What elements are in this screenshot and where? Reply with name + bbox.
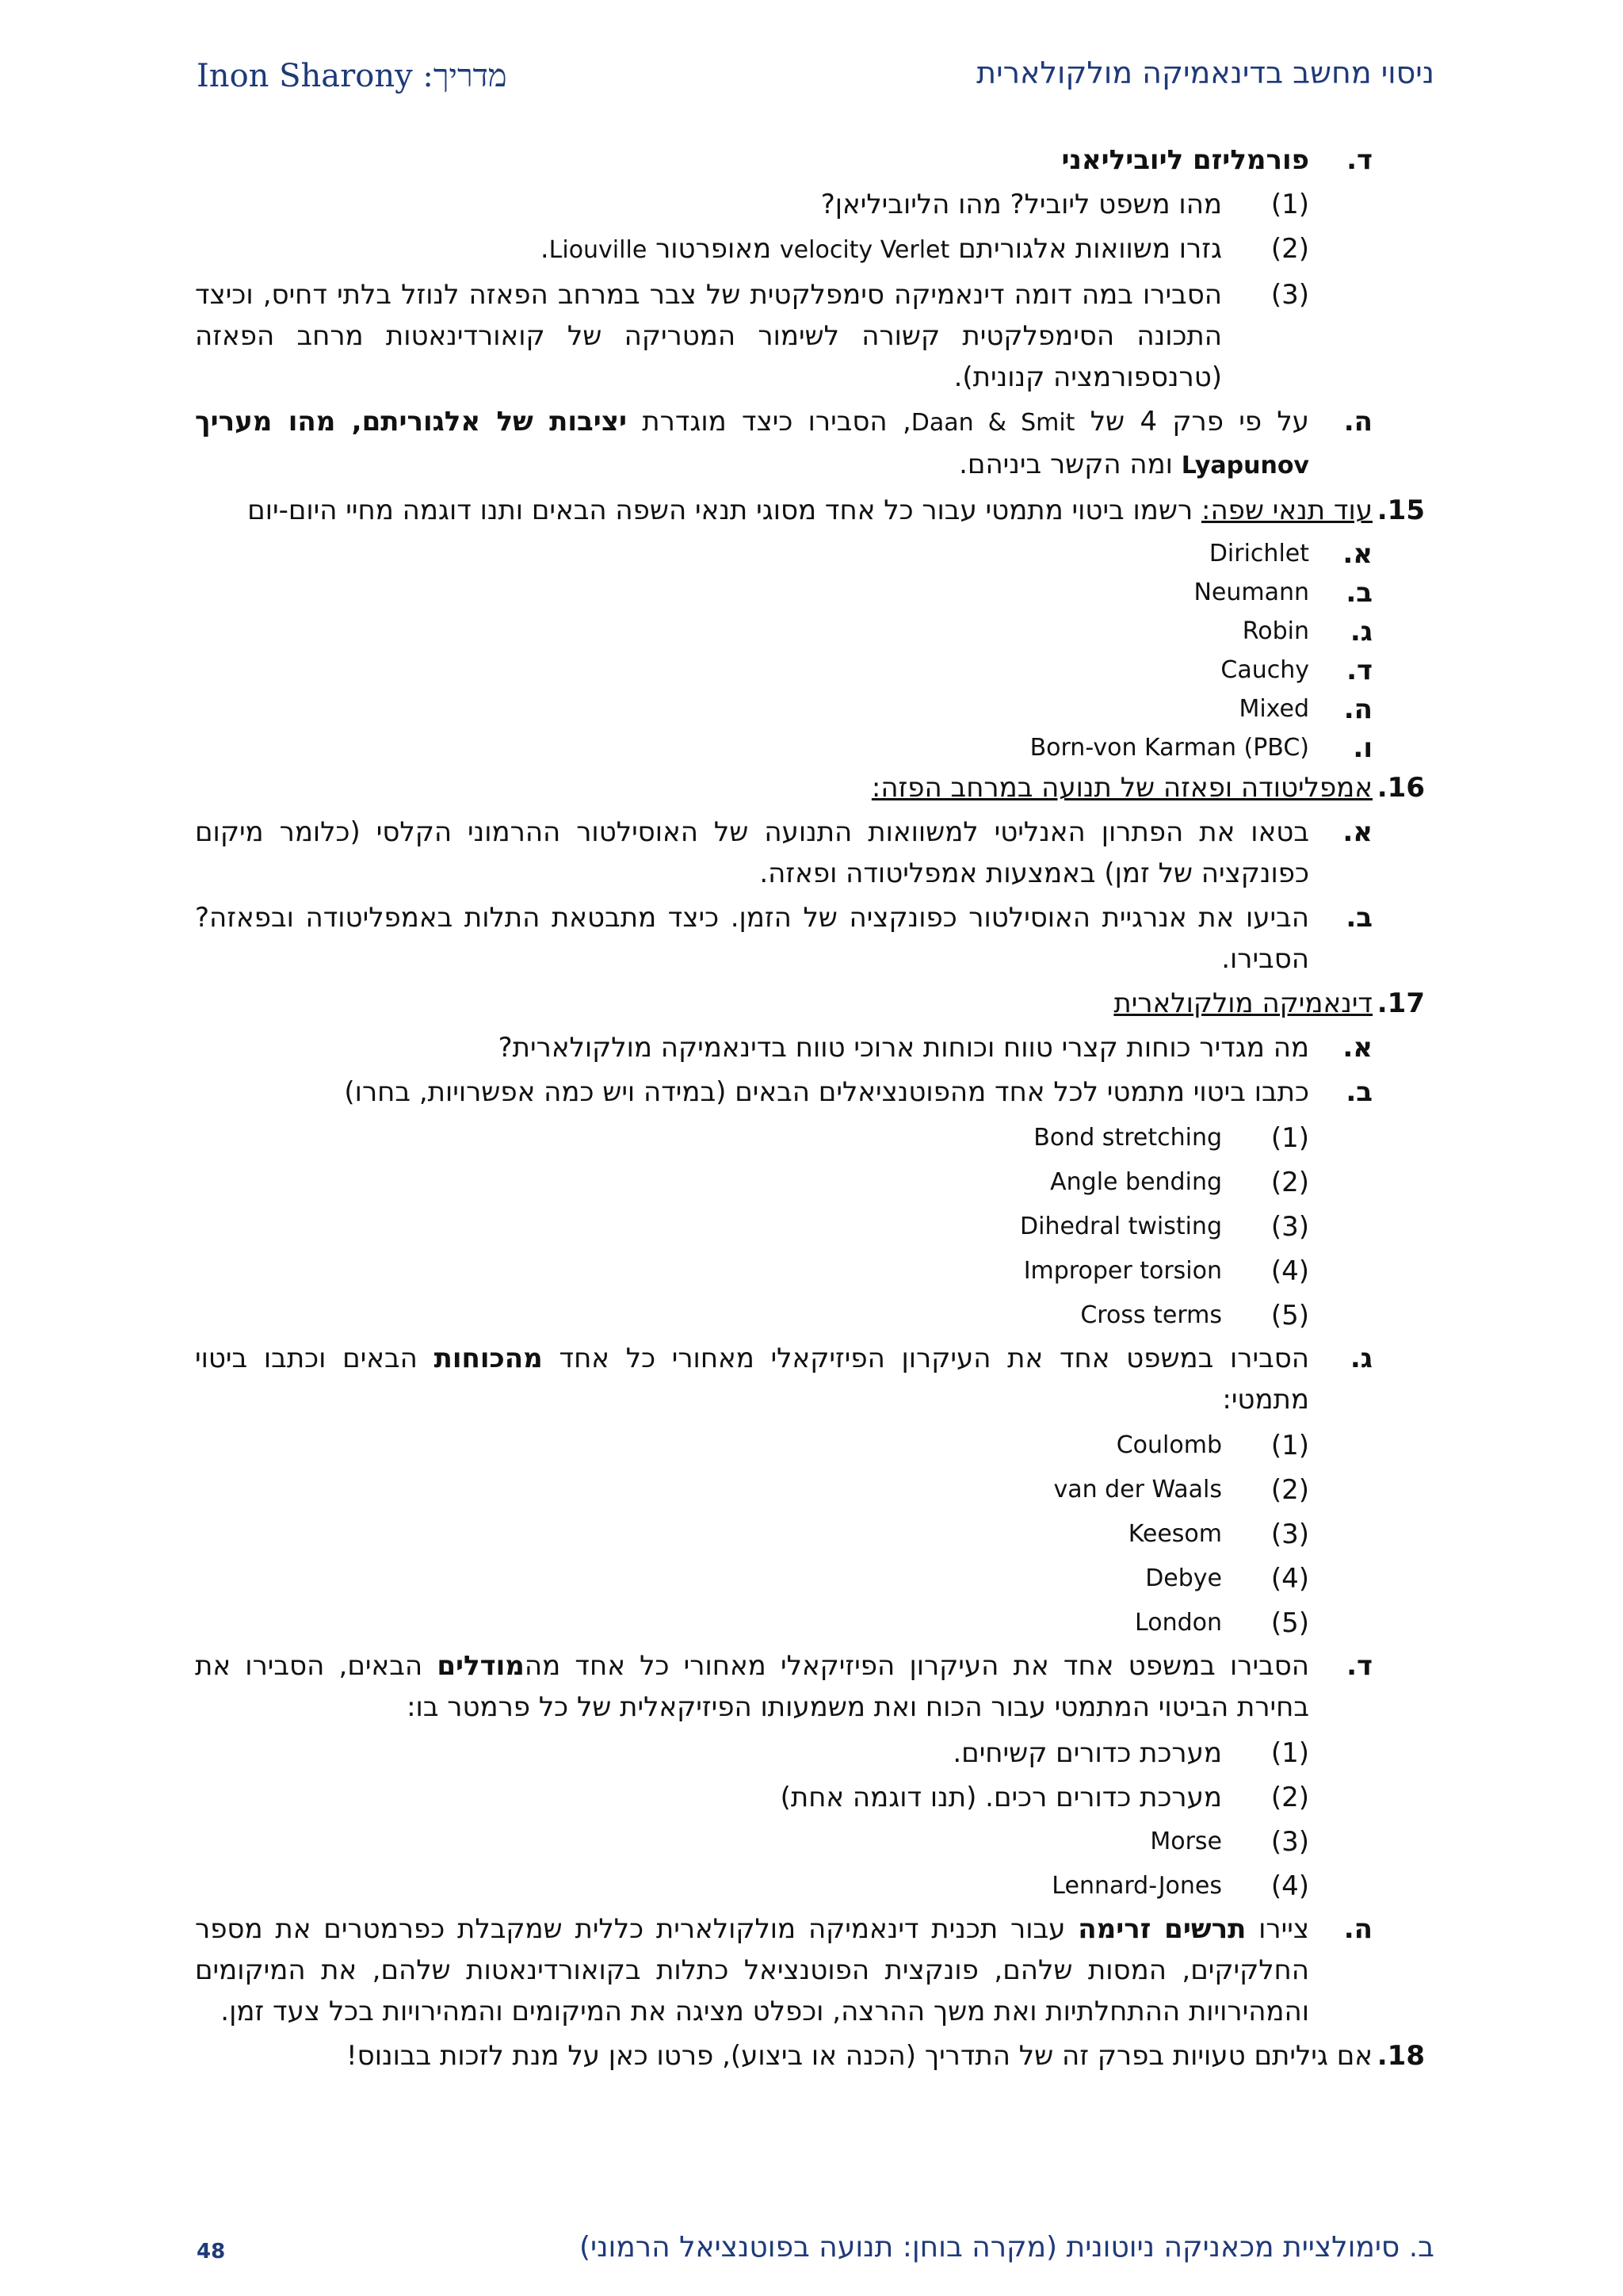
- question-15: [195, 490, 1425, 531]
- item-marker: א.: [1342, 816, 1373, 848]
- item-marker: (4): [1270, 1870, 1309, 1902]
- section-d-heading: [195, 139, 1425, 181]
- force-label: Coulomb: [1116, 1431, 1222, 1459]
- option-label: Born-von Karman (PBC): [1029, 733, 1309, 762]
- question-title: דינאמיקה מולקולארית: [1113, 988, 1373, 1019]
- question-18: [195, 2035, 1425, 2076]
- item-marker: (4): [1270, 1255, 1309, 1287]
- item-marker: ב.: [1346, 576, 1373, 609]
- bold-phrase: מהכוחות: [433, 1343, 543, 1374]
- item-marker: (1): [1270, 1122, 1309, 1154]
- item-marker: (1): [1270, 1430, 1309, 1461]
- text-part: , הסבירו כיצד מוגדרת: [642, 406, 911, 437]
- question-text: אם גיליתם טעויות בפרק זה של התדריך (הכנה או ביצוע), פרטו כאן על מנת לזכות בבונוס!: [346, 2040, 1373, 2072]
- potential-label: Dihedral twisting: [1020, 1213, 1222, 1240]
- question-text: הביעו את אנרגיית האוסילטור כפונקציה של הזמן. כיצד מתבטאת התלות באמפליטודה ובפאזה? הסבירו.: [195, 902, 1309, 975]
- item-marker: א.: [1342, 1032, 1373, 1064]
- page-number: 48: [197, 2240, 226, 2264]
- force-item: [195, 1557, 1425, 1601]
- section-d-question-2: [195, 228, 1425, 271]
- item-marker: (1): [1270, 189, 1309, 220]
- bold-phrase: תרשים זרימה: [1078, 1913, 1247, 1945]
- option-label: Neumann: [1193, 578, 1309, 606]
- question-title: אמפליטודה ופאזה של תנועה במרחב הפזה:: [871, 772, 1373, 804]
- section-title: פורמליזם ליוביליאני: [1061, 144, 1309, 176]
- item-marker: א.: [1342, 537, 1373, 570]
- item-marker: (5): [1270, 1607, 1309, 1639]
- running-footer-chapter: ב. סימולציית מכאניקה ניוטונית (מקרה בוחן: תנועה בפוטנציאל הרמוני): [579, 2231, 1434, 2264]
- item-marker: ד.: [1346, 654, 1373, 686]
- item-marker: (3): [1270, 1211, 1309, 1243]
- item-marker: (5): [1270, 1300, 1309, 1331]
- question-title: עוד תנאי שפה:: [1201, 495, 1373, 526]
- item-marker: (3): [1270, 1826, 1309, 1858]
- question-16: [195, 767, 1425, 808]
- item-marker: (3): [1270, 1519, 1309, 1550]
- question-text: [195, 1645, 1309, 1728]
- item-marker: ד.: [1346, 1650, 1373, 1682]
- boundary-option: [195, 651, 1425, 690]
- section-d-question-3: [195, 274, 1425, 398]
- item-marker: ו.: [1353, 732, 1373, 764]
- force-item: [195, 1423, 1425, 1468]
- potential-item: [195, 1116, 1425, 1160]
- text-part: הבאים וכתבו ביטוי מתמטי:: [195, 1343, 1309, 1415]
- item-marker: (4): [1270, 1563, 1309, 1595]
- text-part: על פי פרק 4 של: [1090, 406, 1309, 437]
- potential-item: [195, 1160, 1425, 1205]
- text-part: עבור תכנית דינאמיקה מולקולארית כללית שמקבלת כפרמטרים את מספר החלקיקים, המסות שלהם, פונקצית הפוטנציאל כתלות בקואורדינאטות שלהם, את המיקומים והמהירויות ההתחלתיות ואת משך ההרצה, וכפלט מציגה את המיקומים והמהירויות בכל צעד זמן.: [195, 1913, 1309, 2027]
- option-label: Dirichlet: [1209, 539, 1309, 567]
- text-part: הסבירו במשפט אחד את העיקרון הפיזיקאלי מאחורי כל אחד מה: [524, 1650, 1310, 1682]
- question-text: מהו משפט ליוביל? מהו הליוביליאן?: [820, 189, 1222, 220]
- item-marker: ב.: [1346, 1076, 1373, 1108]
- item-marker: (2): [1270, 1474, 1309, 1506]
- force-item: [195, 1601, 1425, 1645]
- potential-item: [195, 1205, 1425, 1249]
- term-daan-smit: Daan & Smit: [911, 409, 1075, 437]
- item-marker: ג.: [1350, 1343, 1373, 1374]
- model-label: Morse: [1150, 1828, 1222, 1855]
- text-part: מאופרטור: [655, 233, 772, 265]
- question-16-b: [195, 897, 1425, 980]
- item-marker: ה.: [1343, 1913, 1373, 1945]
- question-text: [195, 490, 1373, 531]
- term-lyapunov: Lyapunov: [1181, 452, 1309, 479]
- option-label: Robin: [1242, 617, 1309, 645]
- force-label: London: [1135, 1609, 1222, 1637]
- model-label: מערכת כדורים רכים. (תנו דוגמה אחת): [780, 1782, 1222, 1813]
- item-marker: (3): [1270, 279, 1309, 311]
- running-header-title: ניסוי מחשב בדינאמיקה מולקולארית: [976, 55, 1434, 90]
- boundary-option: [195, 612, 1425, 651]
- potential-label: Bond stretching: [1033, 1124, 1222, 1152]
- item-marker: ה.: [1343, 406, 1373, 437]
- question-17: [195, 983, 1425, 1024]
- question-17-c: [195, 1338, 1425, 1420]
- instructor-name: Inon Sharony: [197, 58, 413, 94]
- force-label: Debye: [1145, 1564, 1222, 1592]
- question-17-b: [195, 1072, 1425, 1113]
- model-item: [195, 1864, 1425, 1908]
- model-label: מערכת כדורים קשיחים.: [953, 1737, 1222, 1769]
- item-marker: (2): [1270, 233, 1309, 265]
- potential-label: Angle bending: [1050, 1168, 1222, 1196]
- model-item: [195, 1775, 1425, 1820]
- potential-label: Improper torsion: [1023, 1257, 1222, 1285]
- running-header-instructor: [197, 57, 507, 94]
- question-text: מה מגדיר כוחות קצרי טווח וכוחות ארוכי טווח בדינאמיקה מולקולארית?: [498, 1032, 1309, 1064]
- text-part: ציירו: [1258, 1913, 1309, 1945]
- question-text: בטאו את הפתרון האנליטי למשוואות התנועה של האוסילטור ההרמוני הקלסי (כלומר מיקום כפונקציה של זמן) באמצעות אמפליטודה ופאזה.: [195, 816, 1309, 889]
- item-marker: ד.: [1346, 144, 1373, 176]
- question-text: [195, 401, 1309, 487]
- question-text: [195, 1338, 1309, 1420]
- page-content: [195, 139, 1425, 2080]
- bold-phrase: מודלים: [437, 1650, 525, 1682]
- bold-phrase: יציבות של אלגוריתם, מהו מעריך: [195, 406, 627, 437]
- question-number: 15.: [1377, 495, 1425, 526]
- term-liouville: Liouville: [548, 236, 647, 264]
- model-item: [195, 1731, 1425, 1775]
- question-number: 16.: [1377, 772, 1425, 804]
- question-text: [195, 983, 1373, 1024]
- item-marker: (2): [1270, 1167, 1309, 1198]
- boundary-option: [195, 534, 1425, 573]
- text-part: הסבירו במשפט אחד את העיקרון הפיזיקאלי מאחורי כל אחד: [559, 1343, 1310, 1374]
- section-h: [195, 401, 1425, 487]
- force-item: [195, 1512, 1425, 1557]
- text-part: גזרו משוואות אלגוריתם: [958, 233, 1222, 265]
- item-marker: ב.: [1346, 902, 1373, 934]
- boundary-option: [195, 728, 1425, 767]
- text-part: הבאים, הסבירו את בחירת הביטוי המתמטי עבור הכוח ואת משמעותו הפיזיקאלית של כל פרמטר בו:: [195, 1650, 1309, 1723]
- force-label: Keesom: [1128, 1520, 1222, 1548]
- question-text: [195, 1908, 1309, 2032]
- item-marker: ג.: [1350, 615, 1373, 648]
- section-d-question-1: [195, 184, 1425, 225]
- question-number: 17.: [1377, 988, 1425, 1019]
- potential-item: [195, 1249, 1425, 1293]
- question-number: 18.: [1377, 2040, 1425, 2072]
- text-part: .: [540, 233, 549, 265]
- item-marker: (2): [1270, 1782, 1309, 1813]
- question-text: [195, 228, 1222, 271]
- instructor-label: מדריך:: [422, 58, 507, 94]
- item-marker: (1): [1270, 1737, 1309, 1769]
- text-part: רשמו ביטוי מתמטי עבור כל אחד מסוגי תנאי השפה הבאים ותנו דוגמה מחיי היום-יום: [247, 495, 1193, 526]
- item-marker: ה.: [1343, 693, 1373, 725]
- model-item: [195, 1820, 1425, 1864]
- question-text: כתבו ביטוי מתמטי לכל אחד מהפוטנציאלים הבאים (במידה ויש כמה אפשרויות, בחרו): [344, 1076, 1309, 1108]
- question-16-a: [195, 812, 1425, 894]
- boundary-option: [195, 573, 1425, 612]
- question-17-a: [195, 1027, 1425, 1068]
- force-item: [195, 1468, 1425, 1512]
- option-label: Cauchy: [1220, 655, 1309, 684]
- question-text: הסבירו במה דומה דינאמיקה סימפלקטית של צבר במרחב הפאזה לנוזל בלתי דחיס, וכיצד התכונה הסימפלקטית קשורה לשימור המטריקה של קואורדינאטות מרחב הפאזה (טרנספורמציה קנונית).: [195, 279, 1222, 393]
- potential-label: Cross terms: [1080, 1301, 1222, 1329]
- question-text: [195, 767, 1373, 808]
- force-label: van der Waals: [1053, 1476, 1222, 1503]
- option-label: Mixed: [1239, 694, 1309, 723]
- text-part: ומה הקשר ביניהם.: [959, 449, 1173, 480]
- term-velocity-verlet: velocity Verlet: [779, 236, 950, 264]
- question-17-e: [195, 1908, 1425, 2032]
- potential-item: [195, 1293, 1425, 1338]
- boundary-option: [195, 690, 1425, 728]
- question-17-d: [195, 1645, 1425, 1728]
- model-label: Lennard-Jones: [1052, 1872, 1222, 1900]
